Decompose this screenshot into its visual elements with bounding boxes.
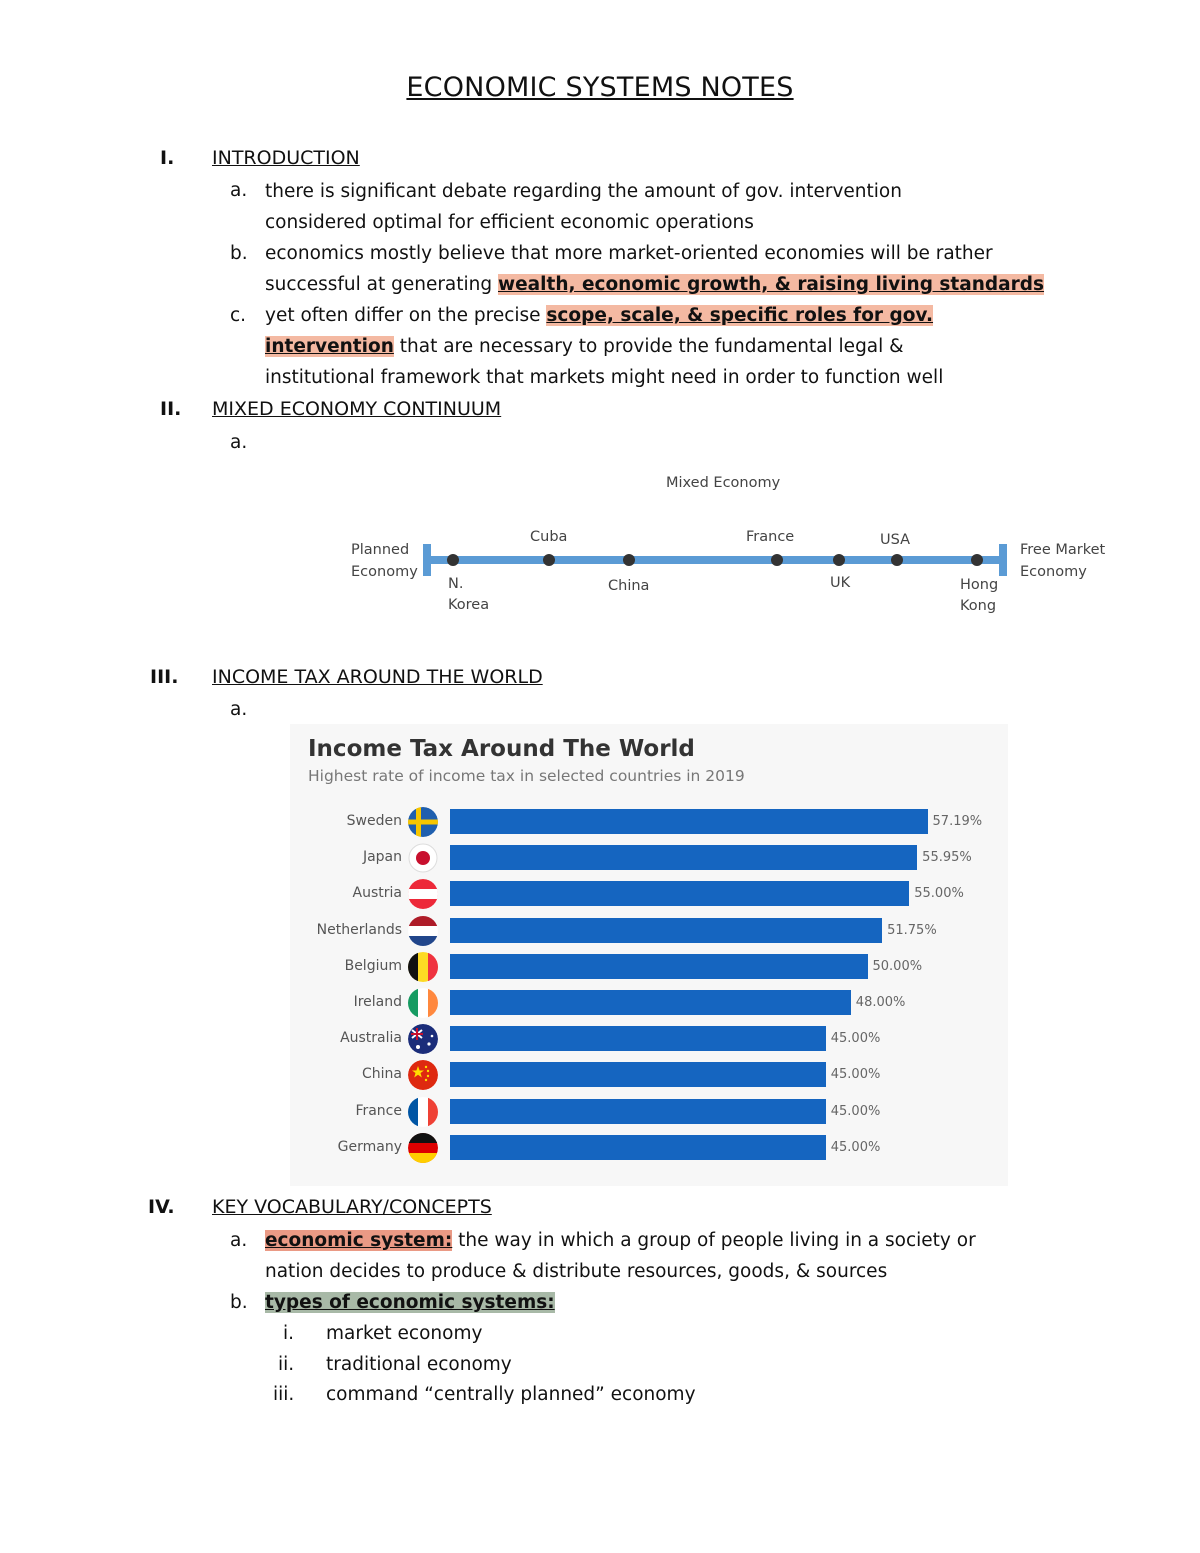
chart-category-label: Austria — [352, 885, 402, 902]
section-number-4: IV. — [148, 1196, 175, 1218]
highlight-scope: scope, scale, & specific roles for gov. — [546, 305, 934, 326]
type-traditional-economy: traditional economy — [326, 1354, 512, 1375]
type-command-economy: command “centrally planned” economy — [326, 1384, 696, 1405]
highlight-wealth: wealth, economic growth, & raising living standards — [498, 274, 1045, 295]
list-letter: c. — [230, 305, 247, 326]
vocab-a-line1 — [265, 1225, 1145, 1256]
chart-value-label: 45.00% — [830, 1031, 881, 1047]
chart-value-label: 55.95% — [922, 850, 972, 866]
chart-bar — [450, 918, 882, 943]
mixed-economy-label: Mixed Economy — [666, 475, 781, 491]
list-letter: a. — [230, 699, 248, 720]
chart-bar — [450, 881, 909, 906]
chart-category-label: France — [355, 1102, 402, 1119]
hongkong-label-2: Kong — [960, 598, 997, 614]
list-letter: a. — [230, 432, 248, 453]
chart-bars — [290, 724, 1008, 1186]
nkorea-label-2: Korea — [448, 597, 490, 613]
marker-hongkong — [971, 554, 983, 566]
austria-flag-icon — [408, 879, 438, 909]
intro-item-b — [265, 238, 1165, 300]
intro-c-line1 — [265, 300, 1165, 331]
section-number-3: III. — [150, 666, 179, 688]
chart-value-label: 45.00% — [830, 1103, 881, 1119]
chart-category-label: Sweden — [346, 813, 402, 829]
marker-china — [623, 554, 635, 566]
list-letter: b. — [230, 243, 248, 264]
list-letter: b. — [230, 1292, 248, 1313]
chart-title: Income Tax Around The World — [308, 736, 695, 762]
chart-bar — [450, 1099, 826, 1124]
vocab-a-line2: nation decides to produce & distribute resources, goods, & sources — [265, 1261, 888, 1282]
vocab-item-b — [265, 1287, 555, 1318]
intro-c-text2: that are necessary to provide the fundamental legal & — [393, 336, 904, 357]
marker-usa — [891, 554, 903, 566]
ireland-flag-icon — [408, 988, 438, 1018]
section-number-1: I. — [160, 147, 175, 169]
australia-flag-icon — [408, 1024, 438, 1054]
planned-label-2: Economy — [351, 564, 418, 580]
intro-b-line1: economics mostly believe that more market-oriented economies will be rather — [265, 243, 993, 264]
marker-cuba — [543, 554, 555, 566]
intro-b-text: successful at generating — [265, 274, 499, 295]
intro-item-c — [265, 300, 1165, 393]
netherlands-flag-icon — [408, 916, 438, 946]
section-heading-vocabulary: KEY VOCABULARY/CONCEPTS — [212, 1196, 492, 1218]
list-letter: a. — [230, 1230, 248, 1251]
vocab-a-def: the way in which a group of people living in a society or — [452, 1230, 976, 1251]
section-number-2: II. — [160, 398, 182, 420]
intro-a-line2: considered optimal for efficient economic operations — [265, 212, 754, 233]
uk-label: UK — [830, 575, 851, 591]
intro-a-line1: there is significant debate regarding the amount of gov. intervention — [265, 181, 902, 202]
chart-category-label: Germany — [337, 1138, 402, 1155]
sweden-flag-icon — [408, 807, 438, 837]
type-market-economy: market economy — [326, 1323, 483, 1344]
chart-value-label: 51.75% — [887, 922, 937, 938]
france-flag-icon — [408, 1097, 438, 1127]
intro-c-line3: institutional framework that markets might need in order to function well — [265, 367, 944, 388]
chart-category-label: Netherlands — [316, 921, 402, 938]
income-tax-chart — [290, 724, 1008, 1186]
highlight-types: types of economic systems: — [265, 1292, 555, 1313]
chart-bar — [450, 954, 868, 979]
chart-category-label: Belgium — [344, 957, 402, 974]
chart-value-label: 48.00% — [855, 995, 906, 1010]
free-market-label-2: Economy — [1020, 564, 1087, 580]
roman-numeral: iii. — [273, 1384, 295, 1405]
chart-value-label: 45.00% — [830, 1139, 881, 1155]
roman-numeral: ii. — [278, 1354, 295, 1375]
continuum-right-cap — [999, 544, 1007, 576]
highlight-intervention: intervention — [265, 336, 394, 357]
chart-bar — [450, 1062, 826, 1087]
chart-bar — [450, 1135, 826, 1160]
free-market-label-1: Free Market — [1020, 542, 1106, 558]
intro-c-line2 — [265, 331, 1165, 362]
chart-value-label: 50.00% — [872, 958, 923, 974]
chart-category-label: Australia — [340, 1030, 402, 1047]
page-title: ECONOMIC SYSTEMS NOTES — [406, 72, 794, 103]
china-flag-icon — [408, 1060, 438, 1090]
roman-numeral: i. — [283, 1323, 295, 1344]
nkorea-label-1: N. — [448, 576, 464, 592]
section-heading-mixed-economy: MIXED ECONOMY CONTINUUM — [212, 398, 502, 420]
chart-bar — [450, 809, 928, 834]
chart-bar — [450, 1026, 826, 1051]
section-heading-income-tax: INCOME TAX AROUND THE WORLD — [212, 666, 543, 688]
intro-b-line2 — [265, 269, 1165, 300]
economy-continuum-diagram — [330, 460, 1130, 630]
belgium-flag-icon — [408, 952, 438, 982]
chart-subtitle: Highest rate of income tax in selected countries in 2019 — [308, 767, 745, 785]
highlight-economic-system: economic system: — [265, 1230, 453, 1251]
intro-c-text: yet often differ on the precise — [265, 305, 547, 326]
marker-uk — [833, 554, 845, 566]
planned-label-1: Planned — [351, 542, 410, 558]
china-label: China — [608, 578, 650, 594]
chart-category-label: China — [362, 1066, 402, 1083]
chart-category-label: Ireland — [353, 994, 402, 1010]
marker-nkorea — [447, 554, 459, 566]
vocab-item-a — [265, 1225, 1145, 1287]
france-label: France — [746, 529, 795, 545]
marker-france — [771, 554, 783, 566]
cuba-label: Cuba — [530, 529, 568, 545]
chart-value-label: 55.00% — [914, 886, 964, 902]
continuum-left-cap — [423, 544, 431, 576]
chart-value-label: 45.00% — [830, 1067, 881, 1083]
japan-flag-icon — [408, 843, 438, 873]
usa-label: USA — [880, 532, 911, 548]
hongkong-label-1: Hong — [960, 577, 999, 593]
chart-category-label: Japan — [362, 849, 402, 866]
chart-bar — [450, 990, 851, 1015]
list-letter: a. — [230, 180, 248, 201]
section-heading-introduction: INTRODUCTION — [212, 147, 360, 169]
germany-flag-icon — [408, 1133, 438, 1163]
chart-value-label: 57.19% — [932, 814, 983, 829]
chart-bar — [450, 845, 917, 870]
intro-item-a — [265, 176, 1145, 238]
